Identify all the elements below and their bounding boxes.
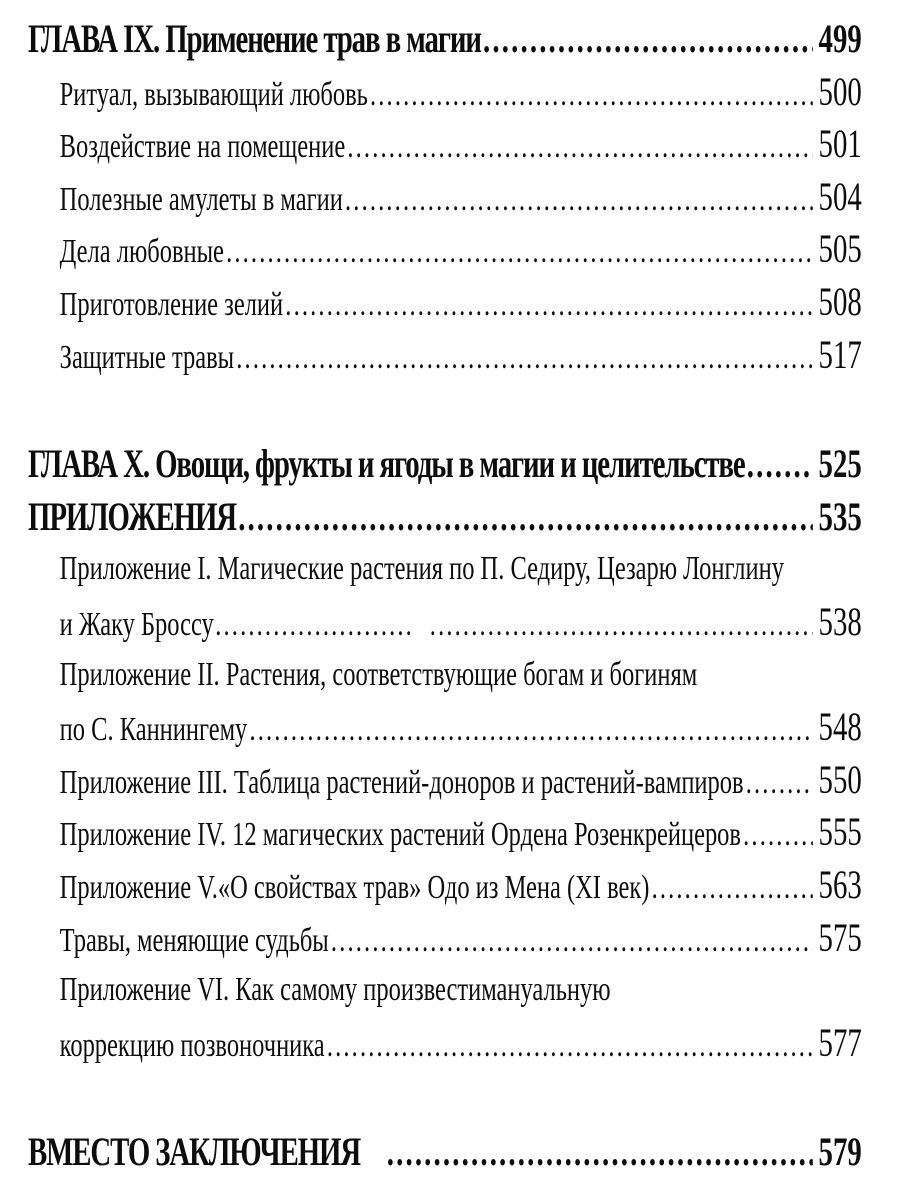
toc-entry-title: Приложение IV. 12 магических растений Ордена Розенкрейцеров [59,816,741,854]
toc-leader-dots [234,332,813,385]
toc-entry [28,329,862,382]
toc-entry-title: по С. Каннингему [59,711,248,749]
toc-page-number: 508 [818,278,862,324]
toc-page-number: 525 [818,441,862,487]
toc-entry-title: Приготовление зелий [59,285,284,323]
toc-entry-title: Приложение I. Магические растения по П. Седиру, Цезарю Лонглину [59,550,784,588]
toc-page-number: 501 [818,121,862,167]
toc-entry [28,701,862,754]
toc-page-number: 517 [818,331,862,377]
toc-leader-dots [428,599,813,652]
toc-page-number: 548 [818,704,862,750]
toc-entry [28,806,862,859]
toc-leader-dots [236,491,813,544]
toc-entry-line [28,649,862,702]
toc-leader-dots [343,174,813,227]
toc-entry [28,859,862,912]
toc-entry [28,754,862,807]
toc-leader-dots [224,226,813,279]
toc-leader-dots [368,69,813,122]
toc-page-number: 538 [818,598,862,644]
toc-entry-title: Приложение VI. Как самому произвестимануальную [59,971,611,1009]
toc-entry-title: Ритуал, вызывающий любовь [59,75,368,113]
toc-entry [28,912,862,965]
toc-entry-title: Дела любовные [59,233,224,271]
toc-entry [28,491,862,544]
toc-entry-title: Приложение III. Таблица растений-доноров и растений-вампиров [59,763,744,801]
toc-entry [28,438,862,491]
toc-entry-title: ПРИЛОЖЕНИЯ [28,493,237,539]
toc-leader-dots [247,704,813,757]
toc-page-number: 535 [818,493,862,539]
toc-entry [28,171,862,224]
toc-entry-title: ВМЕСТО ЗАКЛЮЧЕНИЯ [28,1129,361,1175]
toc-entry [28,596,862,649]
toc-entry [28,66,862,119]
section-gap [28,381,862,438]
toc-leader-dots: ........................ [215,605,414,643]
toc-leader-dots [385,1126,813,1179]
toc-entry-line [28,543,862,596]
toc-entry-title: Полезные амулеты в магии [59,180,343,218]
toc-page-number: 579 [818,1129,862,1175]
toc-leader-dots [649,862,812,915]
toc-leader-dots [325,1020,813,1073]
toc-entry-title: Травы, меняющие судьбы [59,921,329,959]
toc-leader-dots [741,809,813,862]
toc-entry-title: коррекцию позвоночника [59,1026,325,1064]
toc-page-number: 505 [818,226,862,272]
toc-page-number: 550 [818,756,862,802]
toc-page-number: 563 [818,861,862,907]
toc-entry [28,118,862,171]
toc-page-number: 575 [818,914,862,960]
toc-entry-title: ГЛАВА IX. Применение трав в магии [28,16,481,61]
toc-leader-dots [345,121,813,174]
toc-entry [28,276,862,329]
toc-entry-title: Приложение V.«О свойствах трав» Одо из Мена (XI век) [59,868,650,906]
toc-page-number: 555 [818,809,862,855]
toc-entry [28,1017,862,1070]
toc-leader-dots [481,13,813,66]
toc-entry-title: Воздействие на помещение [59,128,346,166]
toc-entry [28,13,862,66]
toc-leader-dots [745,438,813,491]
toc-leader-dots [283,279,813,332]
toc-leader-dots [329,915,813,968]
toc-leader-dots [744,757,813,810]
toc-entry-title: и Жаку Броссу [59,605,214,643]
toc-page-number: 499 [818,16,862,61]
section-gap [28,1069,862,1126]
toc-entry [28,1126,862,1179]
toc-page-number: 504 [818,173,862,219]
toc-entry-title: Защитные травы [59,338,235,376]
toc-page-number: 577 [818,1019,862,1065]
toc-list [28,0,862,1179]
toc-entry-title: Приложение II. Растения, соответствующие богам и богиням [59,655,698,693]
toc-entry-line [28,964,862,1017]
toc-entry-title: ГЛАВА X. Овощи, фрукты и ягоды в магии и целительстве [28,441,745,487]
toc-page-number: 500 [818,68,862,114]
toc-entry [28,223,862,276]
